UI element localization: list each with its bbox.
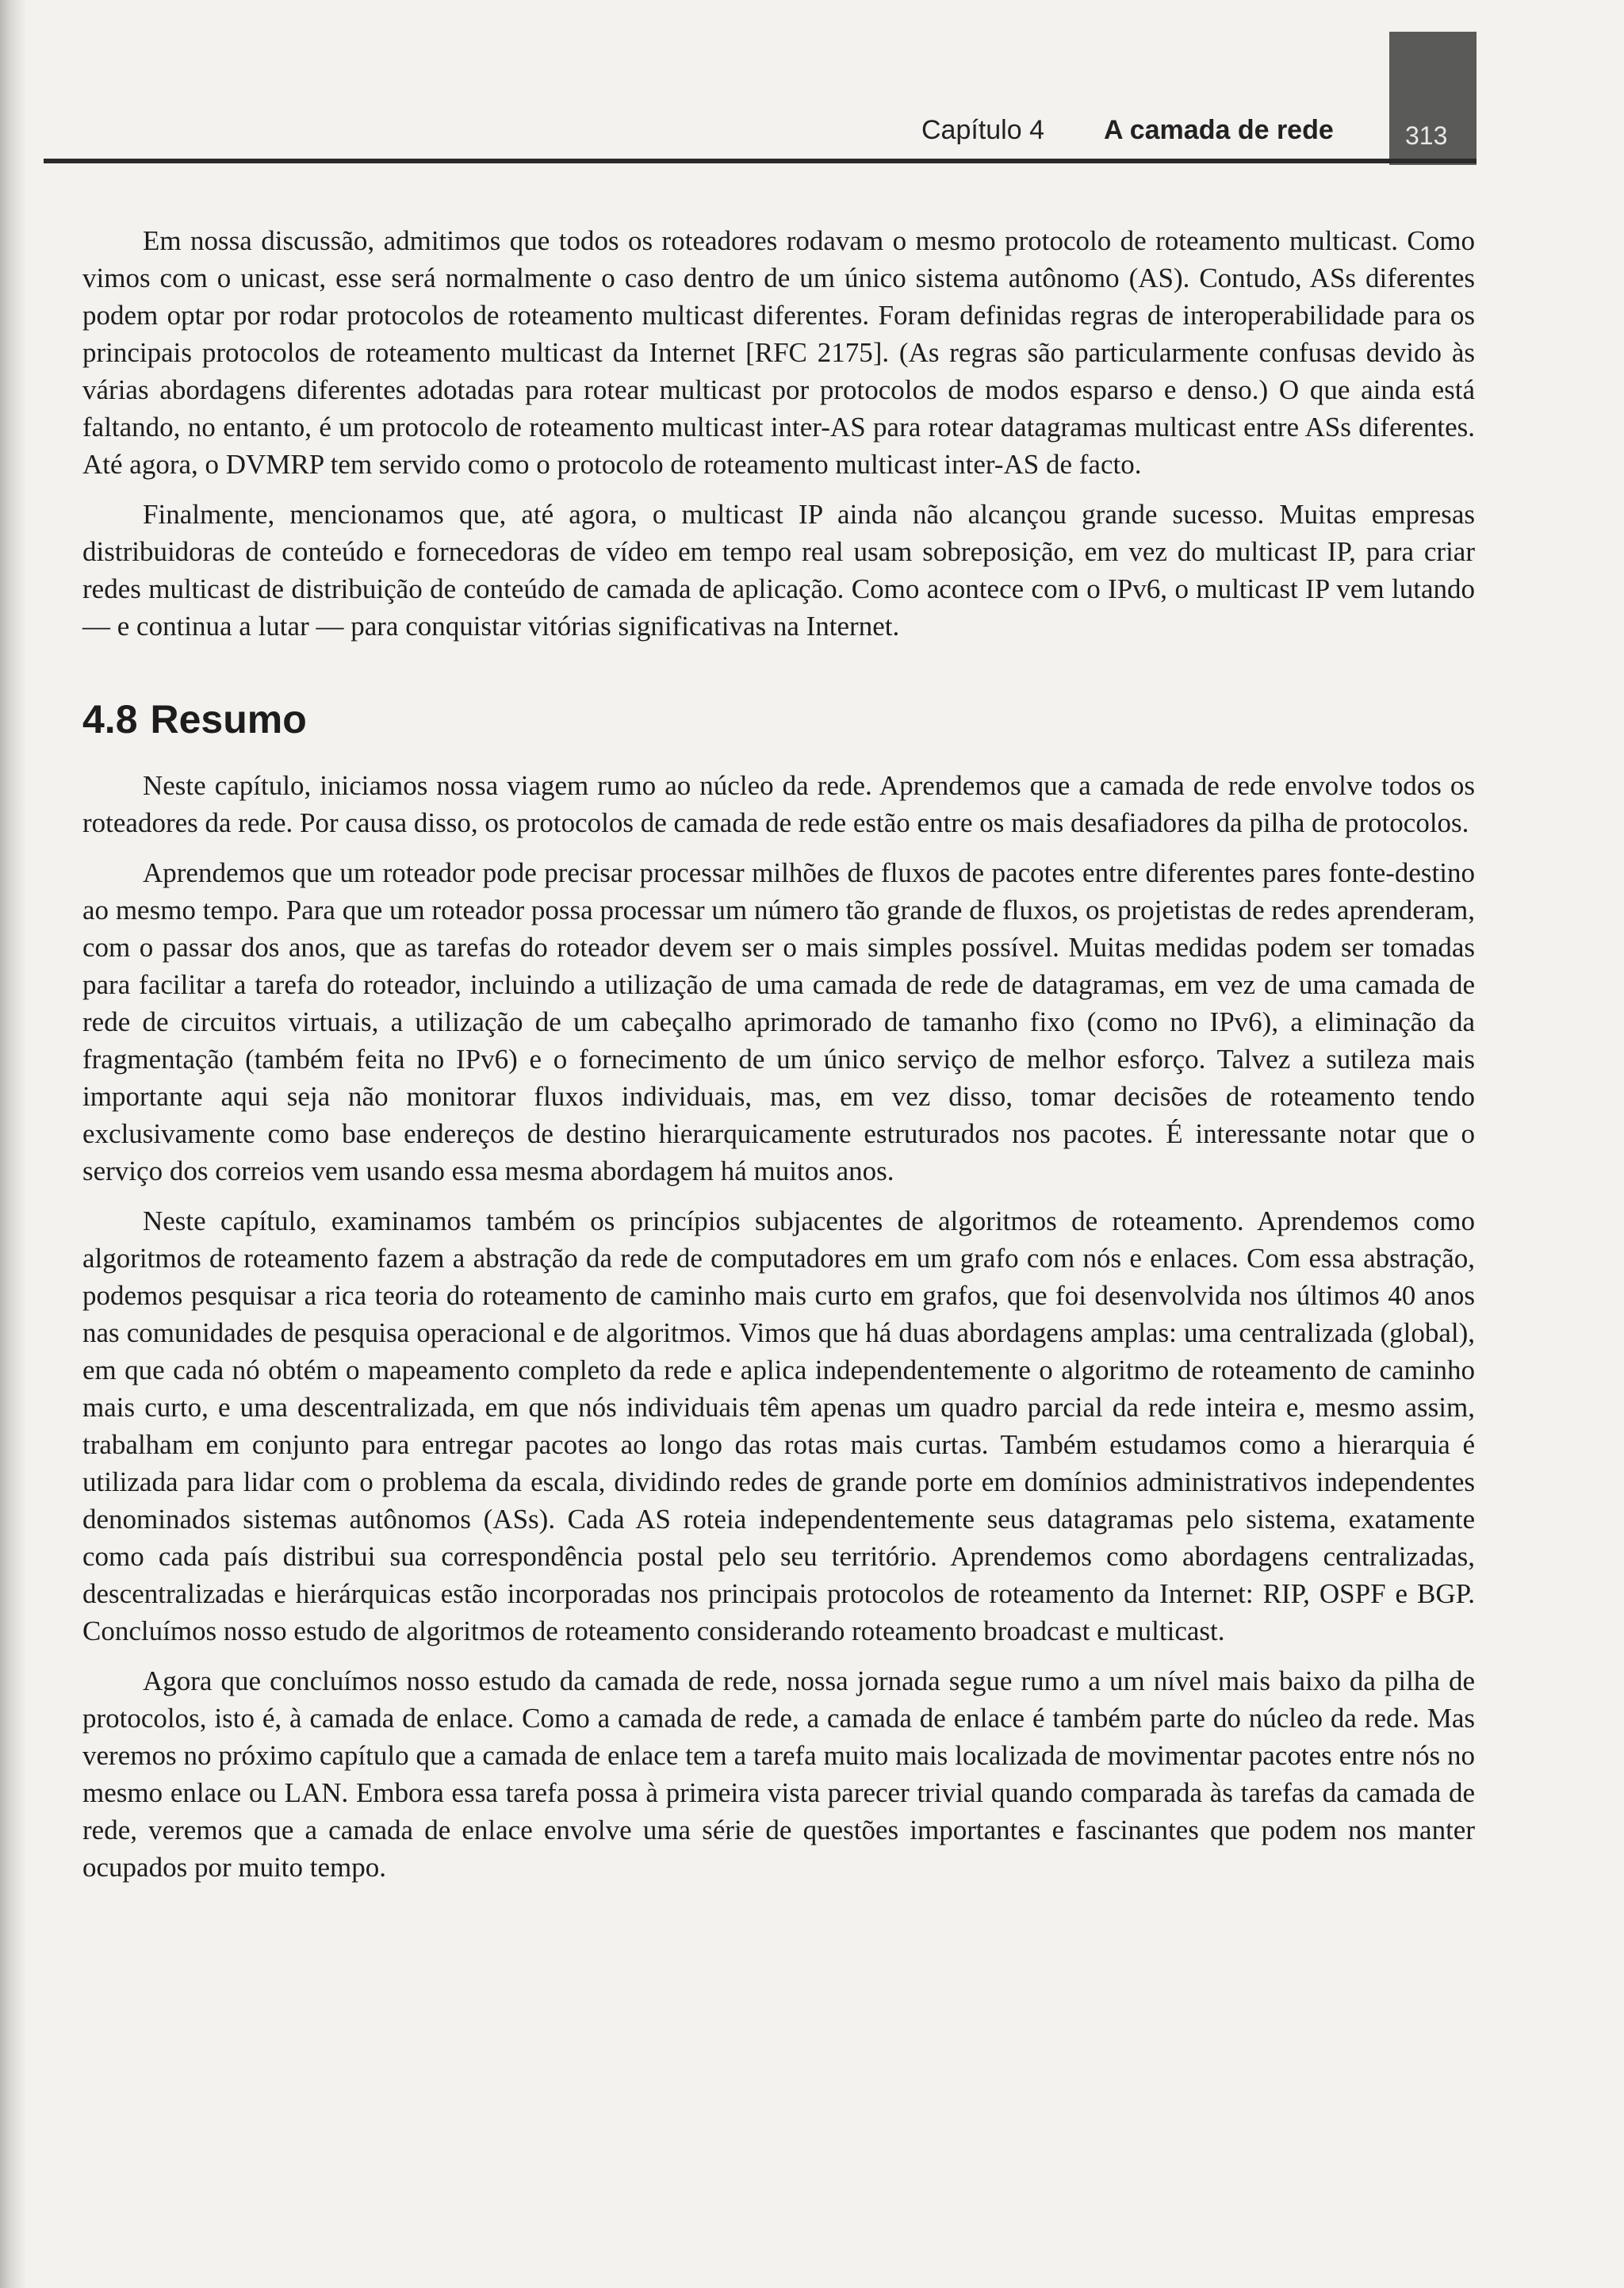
page-number: 313 <box>1405 121 1448 150</box>
paragraph: Aprendemos que um roteador pode precisar processar milhões de fluxos de pacotes entre diferentes pares fonte-destino ao mesmo tempo. Para que um roteador possa processar um número tão grande de fluxos, os projetistas de redes aprenderam, com o passar dos anos, que as tarefas do roteador devem ser o mais simples possível. Muitas medidas podem ser tomadas para facilitar a tarefa do roteador, incluindo a utilização de uma camada de rede de datagramas, em vez de uma camada de rede de circuitos virtuais, a utilização de um cabeçalho aprimorado de tamanho fixo (como no IPv6), a eliminação da fragmentação (também feita no IPv6) e o fornecimento de um único serviço de melhor esforço. Talvez a sutileza mais importante aqui seja não monitorar fluxos individuais, mas, em vez disso, tomar decisões de roteamento tendo exclusivamente como base endereços de destino hierarquicamente estruturados nos pacotes. É interessante notar que o serviço dos correios vem usando essa mesma abordagem há muitos anos. <box>82 857 1475 1186</box>
section-title: Resumo <box>150 697 307 742</box>
paragraph: Em nossa discussão, admitimos que todos os roteadores rodavam o mesmo protocolo de roteamento multicast. Como vimos com o unicast, esse será normalmente o caso dentro de um único sistema autônomo (AS). Contudo, ASs diferentes podem optar por rodar protocolos de roteamento multicast diferentes. Foram definidas regras de interoperabilidade para os principais protocolos de roteamento multicast da Internet [RFC 2175]. (As regras são particularmente confusas devido às várias abordagens diferentes adotadas para rotear multicast por protocolos de modos esparso e denso.) O que ainda está faltando, no entanto, é um protocolo de roteamento multicast inter-AS para rotear datagramas multicast entre ASs diferentes. Até agora, o DVMRP tem servido como o protocolo de roteamento multicast inter-AS de facto. <box>82 225 1475 480</box>
header-section-title: A camada de rede <box>1104 115 1334 145</box>
header-chapter: Capítulo 4 <box>921 115 1044 145</box>
page-edge-shadow <box>0 0 27 2288</box>
header-rule <box>44 159 1477 163</box>
paragraph: Neste capítulo, examinamos também os princípios subjacentes de algoritmos de roteamento. Aprendemos como algoritmos de roteamento fazem a abstração da rede de computadores em um grafo com nós e enlaces. Com essa abstração, podemos pesquisar a rica teoria do roteamento de caminho mais curto em grafos, que foi desenvolvida nos últimos 40 anos nas comunidades de pesquisa operacional e de algoritmos. Vimos que há duas abordagens amplas: uma centralizada (global), em que cada nó obtém o mapeamento completo da rede e aplica independentemente o algoritmo de roteamento de caminho mais curto, e uma descentralizada, em que nós individuais têm apenas um quadro parcial da rede inteira e, mesmo assim, trabalham em conjunto para entregar pacotes ao longo das rotas mais curtas. Também estudamos como a hierarquia é utilizada para lidar com o problema da escala, dividindo redes de grande porte em domínios administrativos independentes denominados sistemas autônomos (ASs). Cada AS roteia independentemente seus datagramas pelo sistema, exatamente como cada país distribui sua correspondência postal pelo seu território. Aprendemos como abordagens centralizadas, descentralizadas e hierárquicas estão incorporadas nos principais protocolos de roteamento da Internet: RIP, OSPF e BGP. Concluímos nosso estudo de algoritmos de roteamento considerando roteamento broadcast e multicast. <box>82 1205 1475 1646</box>
section-number: 4.8 <box>82 697 138 742</box>
paragraph: Neste capítulo, iniciamos nossa viagem rumo ao núcleo da rede. Aprendemos que a camada de rede envolve todos os roteadores da rede. Por causa disso, os protocolos de camada de rede estão entre os mais desafiadores da pilha de protocolos. <box>82 770 1475 838</box>
section-heading <box>82 694 1475 745</box>
running-header <box>888 107 1475 163</box>
body-text <box>82 222 1475 1899</box>
paragraph: Agora que concluímos nosso estudo da camada de rede, nossa jornada segue rumo a um nível mais baixo da pilha de protocolos, isto é, à camada de enlace. Como a camada de rede, a camada de enlace é também parte do núcleo da rede. Mas veremos no próximo capítulo que a camada de enlace tem a tarefa muito mais localizada de movimentar pacotes entre nós no mesmo enlace ou LAN. Embora essa tarefa possa à primeira vista parecer trivial quando comparada às tarefas da camada de rede, veremos que a camada de enlace envolve uma série de questões importantes e fascinantes que podem nos manter ocupados por muito tempo. <box>82 1665 1475 1883</box>
paragraph: Finalmente, mencionamos que, até agora, o multicast IP ainda não alcançou grande sucesso. Muitas empresas distribuidoras de conteúdo e fornecedoras de vídeo em tempo real usam sobreposição, em vez do multicast IP, para criar redes multicast de distribuição de conteúdo de camada de aplicação. Como acontece com o IPv6, o multicast IP vem lutando — e continua a lutar — para conquistar vitórias significativas na Internet. <box>82 499 1475 642</box>
